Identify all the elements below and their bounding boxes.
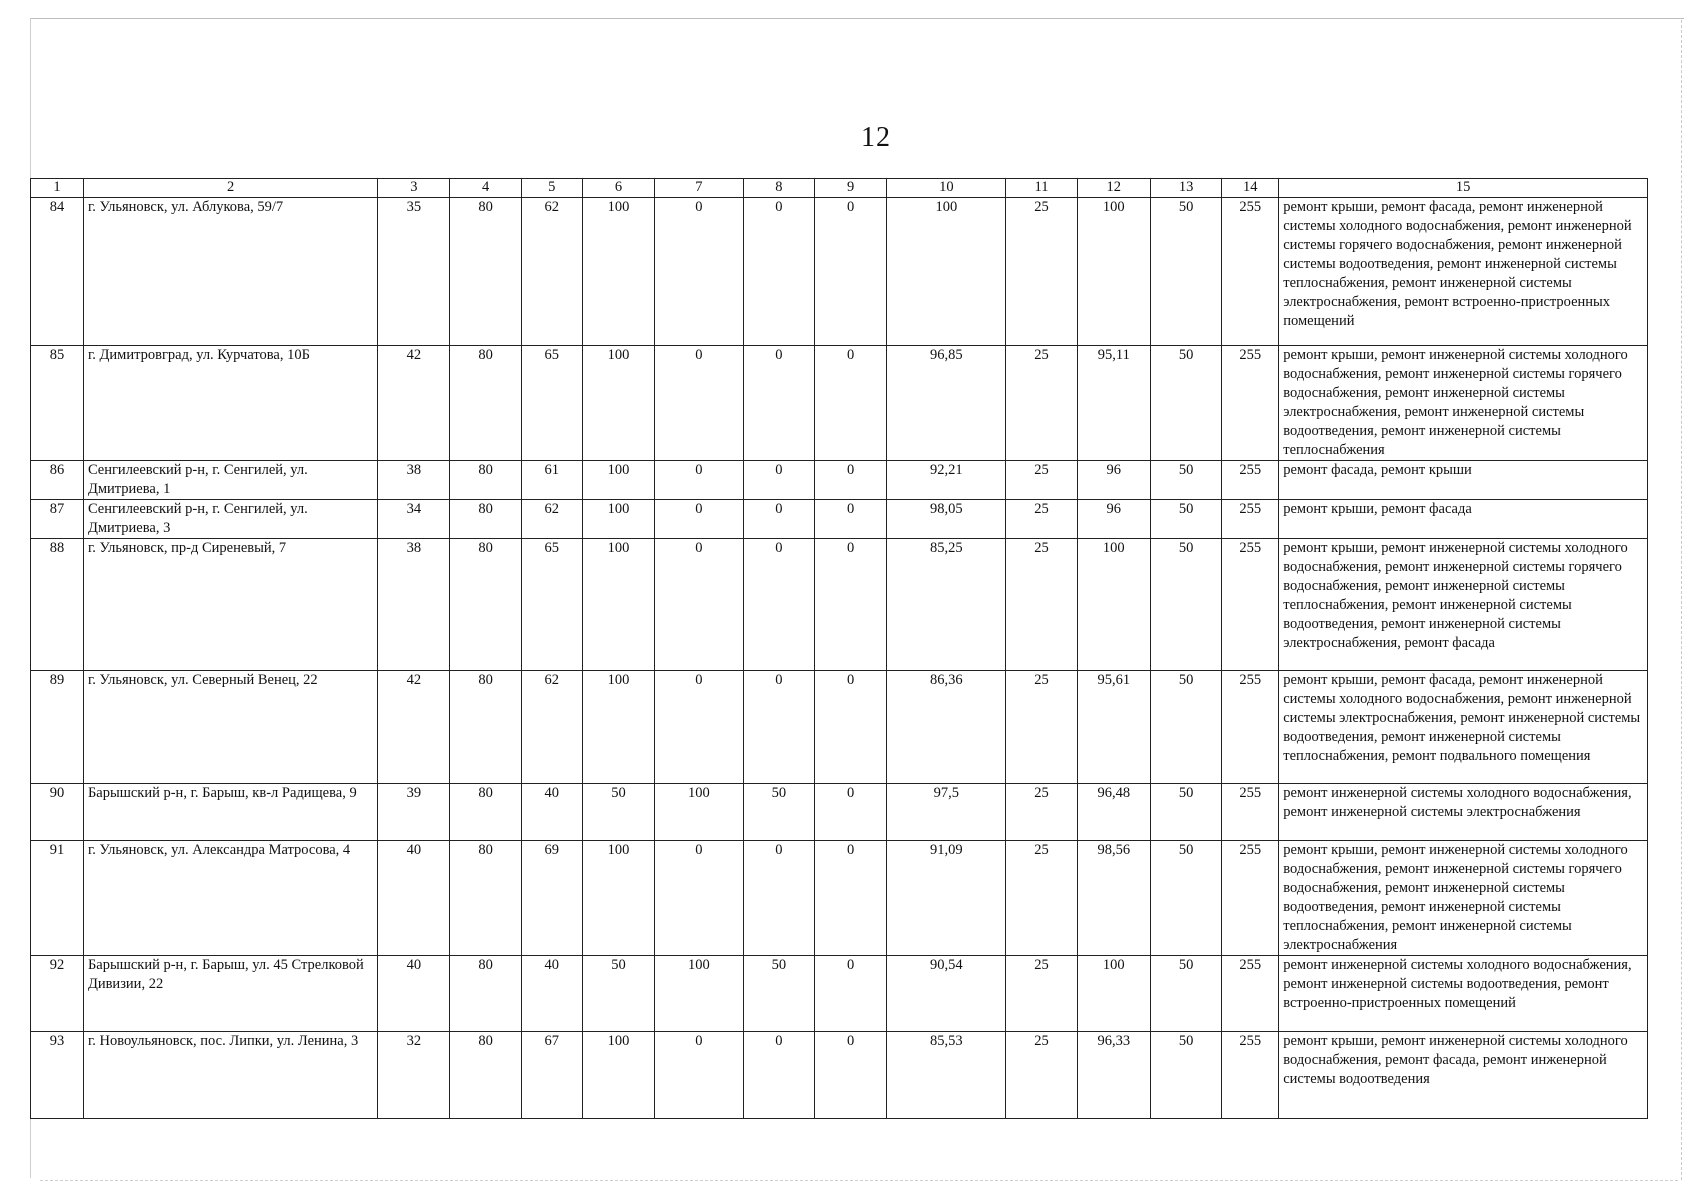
value-cell: 100 [887, 198, 1006, 346]
value-cell: 100 [582, 539, 654, 671]
table-row [31, 956, 1648, 1032]
value-cell: 50 [1150, 539, 1221, 671]
row-number: 91 [31, 841, 84, 956]
value-cell: 50 [743, 784, 814, 841]
value-cell: 255 [1222, 1032, 1279, 1119]
value-cell: 65 [521, 346, 582, 461]
repair-works-cell: ремонт крыши, ремонт фасада [1279, 500, 1648, 539]
column-header: 6 [582, 179, 654, 198]
column-header: 4 [450, 179, 521, 198]
value-cell: 0 [814, 841, 886, 956]
address-cell: г. Димитровград, ул. Курчатова, 10Б [83, 346, 377, 461]
value-cell: 0 [655, 198, 744, 346]
value-cell: 25 [1006, 539, 1077, 671]
value-cell: 39 [378, 784, 450, 841]
repair-works-cell: ремонт крыши, ремонт фасада, ремонт инженерной системы холодного водоснабжения, ремонт инженерной системы горячего водоснабжения, ремонт инженерной системы водоотведения, ремонт инженерной системы теплоснабжения, ремонт инженерной системы электроснабжения, ремонт встроенно-пристроенных помещений [1279, 198, 1648, 346]
value-cell: 255 [1222, 346, 1279, 461]
value-cell: 0 [743, 346, 814, 461]
value-cell: 40 [378, 841, 450, 956]
value-cell: 255 [1222, 841, 1279, 956]
repair-works-cell: ремонт крыши, ремонт инженерной системы холодного водоснабжения, ремонт инженерной системы горячего водоснабжения, ремонт инженерной системы электроснабжения, ремонт инженерной системы водоотведения, ремонт инженерной системы теплоснабжения [1279, 346, 1648, 461]
value-cell: 0 [655, 1032, 744, 1119]
value-cell: 62 [521, 500, 582, 539]
value-cell: 96 [1077, 500, 1150, 539]
value-cell: 100 [582, 671, 654, 784]
value-cell: 80 [450, 841, 521, 956]
value-cell: 90,54 [887, 956, 1006, 1032]
column-header: 11 [1006, 179, 1077, 198]
value-cell: 80 [450, 671, 521, 784]
table-row [31, 841, 1648, 956]
value-cell: 69 [521, 841, 582, 956]
row-number: 87 [31, 500, 84, 539]
repair-works-cell: ремонт крыши, ремонт инженерной системы холодного водоснабжения, ремонт инженерной системы горячего водоснабжения, ремонт инженерной системы водоотведения, ремонт инженерной системы теплоснабжения, ремонт инженерной системы электроснабжения [1279, 841, 1648, 956]
column-header: 1 [31, 179, 84, 198]
value-cell: 100 [582, 346, 654, 461]
value-cell: 25 [1006, 198, 1077, 346]
value-cell: 0 [814, 956, 886, 1032]
value-cell: 65 [521, 539, 582, 671]
value-cell: 0 [655, 539, 744, 671]
value-cell: 0 [814, 784, 886, 841]
value-cell: 97,5 [887, 784, 1006, 841]
row-number: 89 [31, 671, 84, 784]
address-cell: г. Ульяновск, пр-д Сиреневый, 7 [83, 539, 377, 671]
repair-register-table [30, 178, 1648, 1119]
value-cell: 0 [743, 198, 814, 346]
value-cell: 25 [1006, 956, 1077, 1032]
table-row [31, 539, 1648, 671]
value-cell: 255 [1222, 461, 1279, 500]
value-cell: 0 [743, 841, 814, 956]
value-cell: 0 [814, 671, 886, 784]
value-cell: 80 [450, 500, 521, 539]
column-header: 2 [83, 179, 377, 198]
column-header: 7 [655, 179, 744, 198]
row-number: 90 [31, 784, 84, 841]
table-row [31, 1032, 1648, 1119]
value-cell: 80 [450, 784, 521, 841]
value-cell: 35 [378, 198, 450, 346]
value-cell: 50 [1150, 198, 1221, 346]
value-cell: 91,09 [887, 841, 1006, 956]
value-cell: 86,36 [887, 671, 1006, 784]
value-cell: 100 [582, 1032, 654, 1119]
value-cell: 95,61 [1077, 671, 1150, 784]
value-cell: 38 [378, 539, 450, 671]
value-cell: 96,33 [1077, 1032, 1150, 1119]
value-cell: 0 [814, 1032, 886, 1119]
address-cell: г. Ульяновск, ул. Северный Венец, 22 [83, 671, 377, 784]
value-cell: 50 [743, 956, 814, 1032]
address-cell: Сенгилеевский р-н, г. Сенгилей, ул. Дмитриева, 3 [83, 500, 377, 539]
value-cell: 100 [1077, 198, 1150, 346]
row-number: 85 [31, 346, 84, 461]
column-header: 3 [378, 179, 450, 198]
value-cell: 0 [814, 539, 886, 671]
value-cell: 38 [378, 461, 450, 500]
value-cell: 0 [814, 198, 886, 346]
value-cell: 62 [521, 198, 582, 346]
value-cell: 0 [743, 500, 814, 539]
address-cell: Сенгилеевский р-н, г. Сенгилей, ул. Дмитриева, 1 [83, 461, 377, 500]
address-cell: г. Новоульяновск, пос. Липки, ул. Ленина, 3 [83, 1032, 377, 1119]
table-row [31, 784, 1648, 841]
value-cell: 61 [521, 461, 582, 500]
value-cell: 42 [378, 671, 450, 784]
address-cell: г. Ульяновск, ул. Александра Матросова, 4 [83, 841, 377, 956]
value-cell: 0 [655, 500, 744, 539]
value-cell: 96 [1077, 461, 1150, 500]
value-cell: 25 [1006, 461, 1077, 500]
repair-works-cell: ремонт инженерной системы холодного водоснабжения, ремонт инженерной системы водоотведения, ремонт встроенно-пристроенных помещений [1279, 956, 1648, 1032]
value-cell: 50 [582, 784, 654, 841]
column-header: 13 [1150, 179, 1221, 198]
value-cell: 25 [1006, 841, 1077, 956]
value-cell: 255 [1222, 671, 1279, 784]
value-cell: 32 [378, 1032, 450, 1119]
value-cell: 40 [521, 784, 582, 841]
value-cell: 25 [1006, 784, 1077, 841]
column-header: 12 [1077, 179, 1150, 198]
scan-edge-bottom [40, 1180, 1678, 1181]
address-cell: г. Ульяновск, ул. Аблукова, 59/7 [83, 198, 377, 346]
value-cell: 98,56 [1077, 841, 1150, 956]
table-row [31, 671, 1648, 784]
column-header: 9 [814, 179, 886, 198]
row-number: 86 [31, 461, 84, 500]
column-header: 15 [1279, 179, 1648, 198]
value-cell: 255 [1222, 956, 1279, 1032]
value-cell: 80 [450, 198, 521, 346]
address-cell: Барышский р-н, г. Барыш, кв-л Радищева, 9 [83, 784, 377, 841]
value-cell: 50 [1150, 956, 1221, 1032]
value-cell: 34 [378, 500, 450, 539]
value-cell: 100 [582, 841, 654, 956]
value-cell: 50 [1150, 500, 1221, 539]
value-cell: 0 [655, 671, 744, 784]
value-cell: 80 [450, 1032, 521, 1119]
value-cell: 80 [450, 461, 521, 500]
value-cell: 0 [814, 500, 886, 539]
value-cell: 80 [450, 346, 521, 461]
value-cell: 0 [655, 461, 744, 500]
address-cell: Барышский р-н, г. Барыш, ул. 45 Стрелковой Дивизии, 22 [83, 956, 377, 1032]
value-cell: 25 [1006, 671, 1077, 784]
value-cell: 40 [378, 956, 450, 1032]
value-cell: 50 [1150, 841, 1221, 956]
value-cell: 0 [743, 539, 814, 671]
repair-works-cell: ремонт инженерной системы холодного водоснабжения, ремонт инженерной системы электроснабжения [1279, 784, 1648, 841]
value-cell: 25 [1006, 346, 1077, 461]
value-cell: 25 [1006, 1032, 1077, 1119]
column-header: 10 [887, 179, 1006, 198]
value-cell: 255 [1222, 784, 1279, 841]
value-cell: 95,11 [1077, 346, 1150, 461]
table-row [31, 461, 1648, 500]
value-cell: 50 [1150, 1032, 1221, 1119]
value-cell: 0 [814, 346, 886, 461]
value-cell: 98,05 [887, 500, 1006, 539]
value-cell: 0 [743, 461, 814, 500]
value-cell: 100 [582, 198, 654, 346]
table-row [31, 198, 1648, 346]
value-cell: 85,53 [887, 1032, 1006, 1119]
value-cell: 50 [1150, 784, 1221, 841]
value-cell: 50 [1150, 461, 1221, 500]
value-cell: 0 [743, 1032, 814, 1119]
table-row [31, 346, 1648, 461]
row-number: 88 [31, 539, 84, 671]
repair-works-cell: ремонт крыши, ремонт фасада, ремонт инженерной системы холодного водоснабжения, ремонт инженерной системы электроснабжения, ремонт инженерной системы водоотведения, ремонт инженерной системы теплоснабжения, ремонт подвального помещения [1279, 671, 1648, 784]
value-cell: 25 [1006, 500, 1077, 539]
value-cell: 255 [1222, 539, 1279, 671]
column-number-row [31, 179, 1648, 198]
value-cell: 0 [655, 346, 744, 461]
scan-edge-right [1681, 20, 1682, 1180]
value-cell: 50 [1150, 346, 1221, 461]
value-cell: 80 [450, 539, 521, 671]
column-header: 14 [1222, 179, 1279, 198]
value-cell: 96,85 [887, 346, 1006, 461]
value-cell: 100 [1077, 956, 1150, 1032]
repair-works-cell: ремонт крыши, ремонт инженерной системы холодного водоснабжения, ремонт фасада, ремонт инженерной системы водоотведения [1279, 1032, 1648, 1119]
value-cell: 100 [582, 461, 654, 500]
row-number: 93 [31, 1032, 84, 1119]
value-cell: 62 [521, 671, 582, 784]
value-cell: 80 [450, 956, 521, 1032]
value-cell: 100 [1077, 539, 1150, 671]
value-cell: 0 [743, 671, 814, 784]
value-cell: 85,25 [887, 539, 1006, 671]
value-cell: 0 [814, 461, 886, 500]
column-header: 8 [743, 179, 814, 198]
value-cell: 100 [655, 784, 744, 841]
row-number: 92 [31, 956, 84, 1032]
column-header: 5 [521, 179, 582, 198]
value-cell: 100 [655, 956, 744, 1032]
value-cell: 255 [1222, 198, 1279, 346]
table-row [31, 500, 1648, 539]
value-cell: 50 [1150, 671, 1221, 784]
repair-works-cell: ремонт фасада, ремонт крыши [1279, 461, 1648, 500]
value-cell: 96,48 [1077, 784, 1150, 841]
page-number: 12 [861, 122, 891, 153]
value-cell: 100 [582, 500, 654, 539]
value-cell: 92,21 [887, 461, 1006, 500]
repair-works-cell: ремонт крыши, ремонт инженерной системы холодного водоснабжения, ремонт инженерной системы горячего водоснабжения, ремонт инженерной системы теплоснабжения, ремонт инженерной системы водоотведения, ремонт инженерной системы электроснабжения, ремонт фасада [1279, 539, 1648, 671]
value-cell: 40 [521, 956, 582, 1032]
value-cell: 67 [521, 1032, 582, 1119]
value-cell: 42 [378, 346, 450, 461]
value-cell: 255 [1222, 500, 1279, 539]
value-cell: 50 [582, 956, 654, 1032]
row-number: 84 [31, 198, 84, 346]
value-cell: 0 [655, 841, 744, 956]
